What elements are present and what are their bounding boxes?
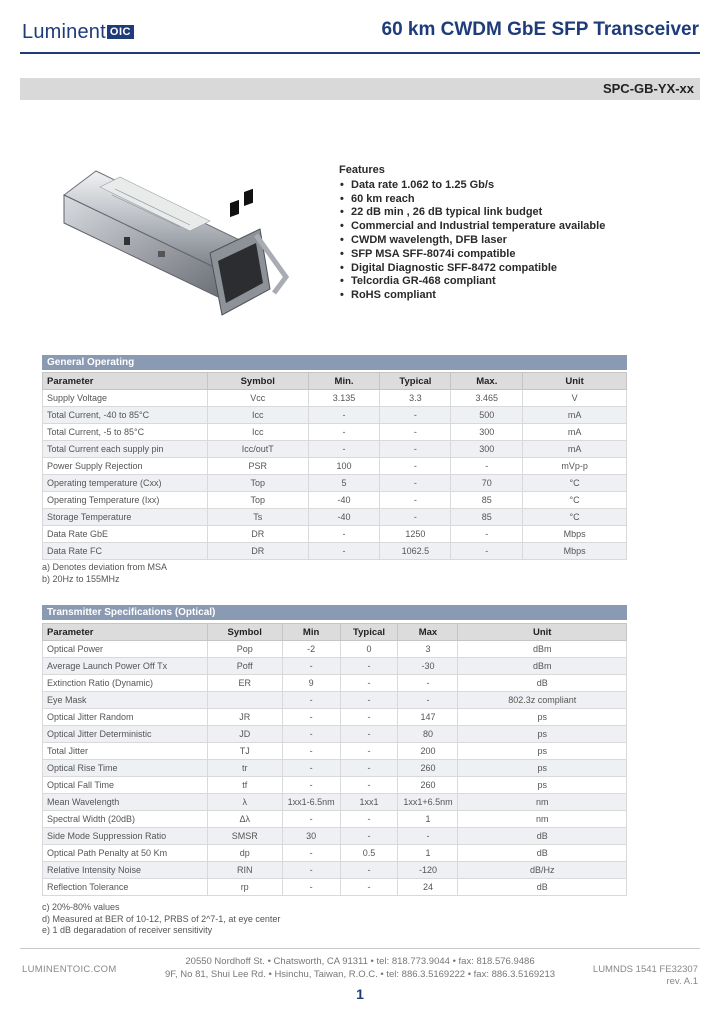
table-cell: Optical Fall Time: [43, 777, 208, 794]
table-cell: Mean Wavelength: [43, 794, 208, 811]
table-cell: Total Current, -40 to 85°C: [43, 407, 208, 424]
table-cell: ps: [458, 726, 627, 743]
table-row: [43, 760, 627, 777]
table-cell: Total Current each supply pin: [43, 441, 208, 458]
table-cell: 200: [398, 743, 458, 760]
table-cell: -: [451, 458, 523, 475]
table-cell: 147: [398, 709, 458, 726]
table-cell: °C: [523, 475, 627, 492]
table-cell: ps: [458, 743, 627, 760]
table-cell: 3.465: [451, 390, 523, 407]
table-cell: Relative Intensity Noise: [43, 862, 208, 879]
table-cell: 85: [451, 492, 523, 509]
table-row: [43, 526, 627, 543]
table-cell: 300: [451, 441, 523, 458]
column-header: Min: [282, 624, 340, 641]
table-cell: JR: [207, 709, 282, 726]
table-cell: -: [380, 492, 451, 509]
page-number: 1: [356, 986, 364, 1002]
table-cell: λ: [207, 794, 282, 811]
table-cell: Side Mode Suppression Ratio: [43, 828, 208, 845]
table-row: [43, 879, 627, 896]
table-row: [43, 675, 627, 692]
table-cell: V: [523, 390, 627, 407]
table-cell: -120: [398, 862, 458, 879]
table-cell: Optical Power: [43, 641, 208, 658]
feature-item: • 60 km reach: [339, 193, 605, 207]
table-cell: -: [308, 526, 380, 543]
table-cell: -: [340, 726, 398, 743]
table-cell: Total Current, -5 to 85°C: [43, 424, 208, 441]
table-cell: ps: [458, 777, 627, 794]
table-cell: 9: [282, 675, 340, 692]
table-cell: Spectral Width (20dB): [43, 811, 208, 828]
table-cell: dB: [458, 879, 627, 896]
transmitter-notes: [42, 902, 280, 937]
address-us: 20550 Nordhoff St. • Chatsworth, CA 91311 • tel: 818.773.9044 • fax: 818.576.9486: [185, 956, 535, 967]
feature-item: • 22 dB min , 26 dB typical link budget: [339, 206, 605, 220]
table-cell: PSR: [207, 458, 308, 475]
table-cell: -: [380, 509, 451, 526]
transmitter-specs-title: Transmitter Specifications (Optical): [42, 605, 627, 620]
footnote: d) Measured at BER of 10-12, PRBS of 2^7-1, at eye center: [42, 913, 281, 924]
footer-website[interactable]: LUMINENTOIC.COM: [22, 964, 117, 975]
table-cell: -: [380, 407, 451, 424]
table-cell: SMSR: [207, 828, 282, 845]
table-row: [43, 709, 627, 726]
general-operating-table: [42, 372, 627, 560]
document-title: 60 km CWDM GbE SFP Transceiver: [381, 19, 699, 40]
features-list: [339, 179, 605, 303]
table-cell: -: [282, 760, 340, 777]
table-cell: mVp-p: [523, 458, 627, 475]
table-row: [43, 845, 627, 862]
table-cell: -: [282, 658, 340, 675]
table-cell: 300: [451, 424, 523, 441]
table-cell: 3: [398, 641, 458, 658]
table-cell: 1: [398, 811, 458, 828]
table-cell: -: [340, 828, 398, 845]
table-cell: °C: [523, 509, 627, 526]
table-cell: Top: [207, 475, 308, 492]
feature-item: • RoHS compliant: [339, 289, 605, 303]
table-cell: 1xx1-6.5nm: [282, 794, 340, 811]
table-cell: mA: [523, 441, 627, 458]
footnote: e) 1 dB degaradation of receiver sensitivity: [42, 925, 213, 935]
features-heading: Features: [339, 164, 385, 176]
table-cell: 260: [398, 777, 458, 794]
table-cell: 3.3: [380, 390, 451, 407]
company-logo: [22, 21, 134, 44]
table-cell: Poff: [207, 658, 282, 675]
page-header: [0, 0, 720, 52]
table-cell: [207, 692, 282, 709]
table-row: [43, 390, 627, 407]
table-cell: -: [380, 458, 451, 475]
table-cell: 3.135: [308, 390, 380, 407]
column-header: Max.: [451, 373, 523, 390]
table-cell: dp: [207, 845, 282, 862]
table-cell: 0: [340, 641, 398, 658]
table-cell: Mbps: [523, 543, 627, 560]
table-row: [43, 458, 627, 475]
table-cell: Vcc: [207, 390, 308, 407]
table-cell: -: [282, 862, 340, 879]
table-cell: ER: [207, 675, 282, 692]
table-cell: JD: [207, 726, 282, 743]
table-cell: -: [340, 658, 398, 675]
column-header: Symbol: [207, 624, 282, 641]
table-cell: -: [340, 811, 398, 828]
table-cell: -: [380, 475, 451, 492]
logo-text: Luminent: [22, 21, 106, 43]
table-cell: -: [398, 828, 458, 845]
table-row: [43, 543, 627, 560]
table-cell: Icc: [207, 407, 308, 424]
table-cell: -: [308, 441, 380, 458]
table-cell: tr: [207, 760, 282, 777]
table-cell: Supply Voltage: [43, 390, 208, 407]
table-cell: 70: [451, 475, 523, 492]
table-cell: Mbps: [523, 526, 627, 543]
table-cell: Pop: [207, 641, 282, 658]
table-cell: 24: [398, 879, 458, 896]
table-row: [43, 641, 627, 658]
table-cell: DR: [207, 526, 308, 543]
table-cell: Total Jitter: [43, 743, 208, 760]
table-cell: 80: [398, 726, 458, 743]
table-cell: -: [282, 811, 340, 828]
footnote: c) 20%-80% values: [42, 902, 120, 912]
table-cell: Storage Temperature: [43, 509, 208, 526]
feature-item: • Data rate 1.062 to 1.25 Gb/s: [339, 179, 605, 193]
table-cell: -: [308, 543, 380, 560]
table-row: [43, 424, 627, 441]
table-cell: -: [340, 743, 398, 760]
document-id: LUMNDS 1541 FE32307: [592, 964, 698, 975]
table-cell: -: [340, 879, 398, 896]
table-row: [43, 828, 627, 845]
footer-doc-info: [593, 964, 698, 988]
table-cell: Optical Rise Time: [43, 760, 208, 777]
table-cell: Operating Temperature (Ixx): [43, 492, 208, 509]
table-cell: 1xx1: [340, 794, 398, 811]
table-cell: ps: [458, 709, 627, 726]
table-cell: -: [282, 692, 340, 709]
table-cell: 5: [308, 475, 380, 492]
table-cell: dBm: [458, 641, 627, 658]
table-cell: °C: [523, 492, 627, 509]
table-row: [43, 726, 627, 743]
feature-item: • Telcordia GR-468 compliant: [339, 275, 605, 289]
table-row: [43, 658, 627, 675]
header-rule: [20, 52, 700, 54]
table-row: [43, 743, 627, 760]
table-cell: -: [380, 424, 451, 441]
table-row: [43, 407, 627, 424]
table-cell: -: [340, 760, 398, 777]
table-cell: Data Rate FC: [43, 543, 208, 560]
table-cell: 100: [308, 458, 380, 475]
revision: rev. A.1: [666, 976, 698, 987]
table-cell: nm: [458, 811, 627, 828]
column-header: Typical: [340, 624, 398, 641]
column-header: Unit: [458, 624, 627, 641]
table-cell: DR: [207, 543, 308, 560]
table-cell: -: [340, 692, 398, 709]
column-header: Typical: [380, 373, 451, 390]
general-operating-title: General Operating: [42, 355, 627, 370]
table-cell: dB: [458, 845, 627, 862]
table-cell: dB: [458, 675, 627, 692]
column-header: Symbol: [207, 373, 308, 390]
table-cell: TJ: [207, 743, 282, 760]
table-cell: 500: [451, 407, 523, 424]
table-cell: -40: [308, 492, 380, 509]
table-cell: Reflection Tolerance: [43, 879, 208, 896]
table-cell: -: [282, 879, 340, 896]
table-row: [43, 475, 627, 492]
table-cell: 0.5: [340, 845, 398, 862]
table-cell: -: [340, 777, 398, 794]
table-cell: -: [451, 543, 523, 560]
address-taiwan: 9F, No 81, Shui Lee Rd. • Hsinchu, Taiwan, R.O.C. • tel: 886.3.5169222 • fax: 886.3.5169213: [164, 969, 556, 980]
table-cell: -: [282, 709, 340, 726]
table-cell: dBm: [458, 658, 627, 675]
table-row: [43, 692, 627, 709]
general-notes: [42, 562, 167, 585]
feature-item: • CWDM wavelength, DFB laser: [339, 234, 605, 248]
feature-item: • Digital Diagnostic SFF-8472 compatible: [339, 262, 605, 276]
column-header: Unit: [523, 373, 627, 390]
table-cell: Operating temperature (Cxx): [43, 475, 208, 492]
table-cell: ps: [458, 760, 627, 777]
table-cell: mA: [523, 424, 627, 441]
table-row: [43, 509, 627, 526]
table-cell: Δλ: [207, 811, 282, 828]
table-cell: -: [282, 777, 340, 794]
table-row: [43, 777, 627, 794]
table-cell: Icc/outT: [207, 441, 308, 458]
transmitter-specs-table: [42, 623, 627, 896]
table-cell: -: [380, 441, 451, 458]
table-cell: dB/Hz: [458, 862, 627, 879]
column-header: Parameter: [43, 373, 208, 390]
table-cell: Eye Mask: [43, 692, 208, 709]
feature-item: • Commercial and Industrial temperature available: [339, 220, 605, 234]
table-cell: -30: [398, 658, 458, 675]
table-cell: -: [282, 845, 340, 862]
table-cell: 1xx1+6.5nm: [398, 794, 458, 811]
table-cell: -: [308, 407, 380, 424]
table-cell: mA: [523, 407, 627, 424]
table-cell: Optical Jitter Deterministic: [43, 726, 208, 743]
table-cell: 30: [282, 828, 340, 845]
footnote: b) 20Hz to 155MHz: [42, 573, 120, 584]
table-cell: 85: [451, 509, 523, 526]
table-cell: tf: [207, 777, 282, 794]
table-cell: -: [340, 709, 398, 726]
footnote: a) Denotes deviation from MSA: [42, 562, 168, 572]
table-cell: -: [398, 692, 458, 709]
table-cell: Optical Jitter Random: [43, 709, 208, 726]
table-row: [43, 811, 627, 828]
footer-rule: [20, 948, 700, 949]
table-cell: 802.3z compliant: [458, 692, 627, 709]
feature-item: • SFP MSA SFF-8074i compatible: [339, 248, 605, 262]
features-section: [339, 164, 605, 303]
logo-badge: OIC: [107, 25, 134, 39]
table-row: [43, 862, 627, 879]
table-header-row: [43, 624, 627, 641]
table-cell: RIN: [207, 862, 282, 879]
part-number: SPC-GB-YX-xx: [602, 81, 694, 96]
table-cell: nm: [458, 794, 627, 811]
column-header: Parameter: [43, 624, 208, 641]
table-cell: 260: [398, 760, 458, 777]
table-cell: 1: [398, 845, 458, 862]
table-cell: Optical Path Penalty at 50 Km: [43, 845, 208, 862]
table-cell: -: [282, 726, 340, 743]
table-cell: Power Supply Rejection: [43, 458, 208, 475]
table-cell: 1062.5: [380, 543, 451, 560]
table-cell: dB: [458, 828, 627, 845]
table-cell: 1250: [380, 526, 451, 543]
table-header-row: [43, 373, 627, 390]
table-cell: Icc: [207, 424, 308, 441]
table-cell: -: [398, 675, 458, 692]
column-header: Min.: [308, 373, 380, 390]
column-header: Max: [398, 624, 458, 641]
table-cell: Ts: [207, 509, 308, 526]
table-cell: -2: [282, 641, 340, 658]
table-row: [43, 794, 627, 811]
table-cell: Average Launch Power Off Tx: [43, 658, 208, 675]
table-row: [43, 441, 627, 458]
table-cell: -: [340, 862, 398, 879]
table-cell: Extinction Ratio (Dynamic): [43, 675, 208, 692]
transceiver-photo: [60, 165, 290, 330]
table-row: [43, 492, 627, 509]
table-cell: -40: [308, 509, 380, 526]
table-cell: Top: [207, 492, 308, 509]
table-cell: Data Rate GbE: [43, 526, 208, 543]
table-cell: -: [308, 424, 380, 441]
table-cell: -: [340, 675, 398, 692]
part-number-band: [20, 78, 700, 100]
table-cell: -: [451, 526, 523, 543]
table-cell: rp: [207, 879, 282, 896]
table-cell: -: [282, 743, 340, 760]
